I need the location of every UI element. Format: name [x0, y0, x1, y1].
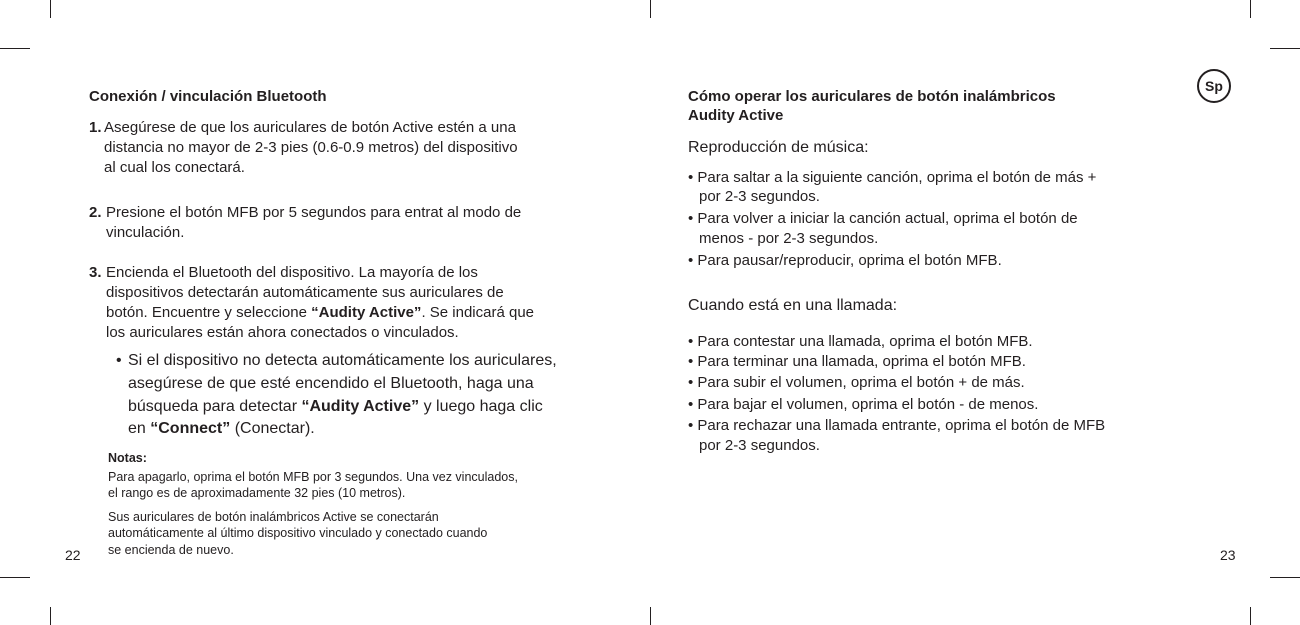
text: búsqueda para detectar	[128, 398, 302, 415]
subheading: Cuando está en una llamada:	[688, 297, 898, 314]
language-badge: Sp	[1197, 69, 1231, 103]
step-text: vinculación.	[106, 224, 185, 241]
note-text: Para apagarlo, oprima el botón MFB por 3 segundos. Una vez vinculados,	[108, 470, 518, 484]
list-item: • Para contestar una llamada, oprima el botón MFB.	[688, 333, 1033, 350]
crop-mark	[0, 577, 30, 578]
crop-mark	[1250, 0, 1251, 18]
list-item: • Para rechazar una llamada entrante, oprima el botón de MFB	[688, 417, 1106, 434]
section-title: Cómo operar los auriculares de botón inalámbricos	[688, 88, 1056, 105]
step-text: Encienda el Bluetooth del dispositivo. La mayoría de los	[106, 264, 478, 281]
list-item: • Para volver a iniciar la canción actual, oprima el botón de	[688, 210, 1078, 227]
text: y luego haga clic	[419, 398, 543, 415]
list-item: por 2-3 segundos.	[699, 188, 820, 205]
note-text: automáticamente al último dispositivo vinculado y conectado cuando	[108, 526, 488, 540]
list-item: • Para saltar a la siguiente canción, oprima el botón de más +	[688, 169, 1097, 186]
step-text	[106, 304, 534, 322]
sub-text: Si el dispositivo no detecta automáticamente los auriculares,	[128, 352, 557, 369]
section-title: Conexión / vinculación Bluetooth	[89, 88, 327, 105]
list-item: • Para bajar el volumen, oprima el botón - de menos.	[688, 396, 1039, 413]
text: botón. Encuentre y seleccione	[106, 304, 312, 321]
sub-text: asegúrese de que esté encendido el Bluetooth, haga una	[128, 375, 534, 392]
text: . Se indicará que	[421, 304, 535, 321]
step-text: distancia no mayor de 2-3 pies (0.6-0.9 metros) del dispositivo	[104, 139, 518, 156]
text: (Conectar).	[230, 420, 315, 437]
step-text: al cual los conectará.	[104, 159, 245, 176]
bullet: •	[116, 352, 122, 369]
crop-mark	[50, 607, 51, 625]
text: en	[128, 420, 151, 437]
step-number: 1.	[89, 119, 102, 136]
note-text: Sus auriculares de botón inalámbricos Active se conectarán	[108, 510, 439, 524]
list-item: • Para pausar/reproducir, oprima el botón MFB.	[688, 252, 1002, 269]
list-item: por 2-3 segundos.	[699, 437, 820, 454]
crop-mark	[50, 0, 51, 18]
list-item: • Para subir el volumen, oprima el botón + de más.	[688, 374, 1025, 391]
connect-label: “Connect”	[150, 420, 231, 437]
step-text: los auriculares están ahora conectados o vinculados.	[106, 324, 459, 341]
step-number: 3.	[89, 264, 102, 281]
sub-text	[128, 398, 543, 416]
section-title: Audity Active	[688, 107, 784, 124]
sub-text	[128, 420, 315, 438]
crop-mark	[650, 0, 651, 18]
product-name: “Audity Active”	[311, 304, 422, 321]
list-item: menos - por 2-3 segundos.	[699, 230, 879, 247]
crop-mark	[1270, 577, 1300, 578]
crop-mark	[1270, 48, 1300, 49]
crop-mark	[0, 48, 30, 49]
subheading: Reproducción de música:	[688, 139, 869, 156]
notes-title: Notas:	[108, 451, 147, 465]
product-name: “Audity Active”	[301, 398, 420, 415]
list-item: • Para terminar una llamada, oprima el botón MFB.	[688, 353, 1026, 370]
note-text: se encienda de nuevo.	[108, 543, 234, 557]
crop-mark	[650, 607, 651, 625]
crop-mark	[1250, 607, 1251, 625]
step-number: 2.	[89, 204, 102, 221]
step-text: dispositivos detectarán automáticamente sus auriculares de	[106, 284, 504, 301]
step-text: Presione el botón MFB por 5 segundos para entrat al modo de	[106, 204, 522, 221]
page-number: 23	[1220, 547, 1236, 563]
page-number: 22	[65, 547, 81, 563]
note-text: el rango es de aproximadamente 32 pies (10 metros).	[108, 486, 406, 500]
step-text: Asegúrese de que los auriculares de botón Active estén a una	[104, 119, 516, 136]
